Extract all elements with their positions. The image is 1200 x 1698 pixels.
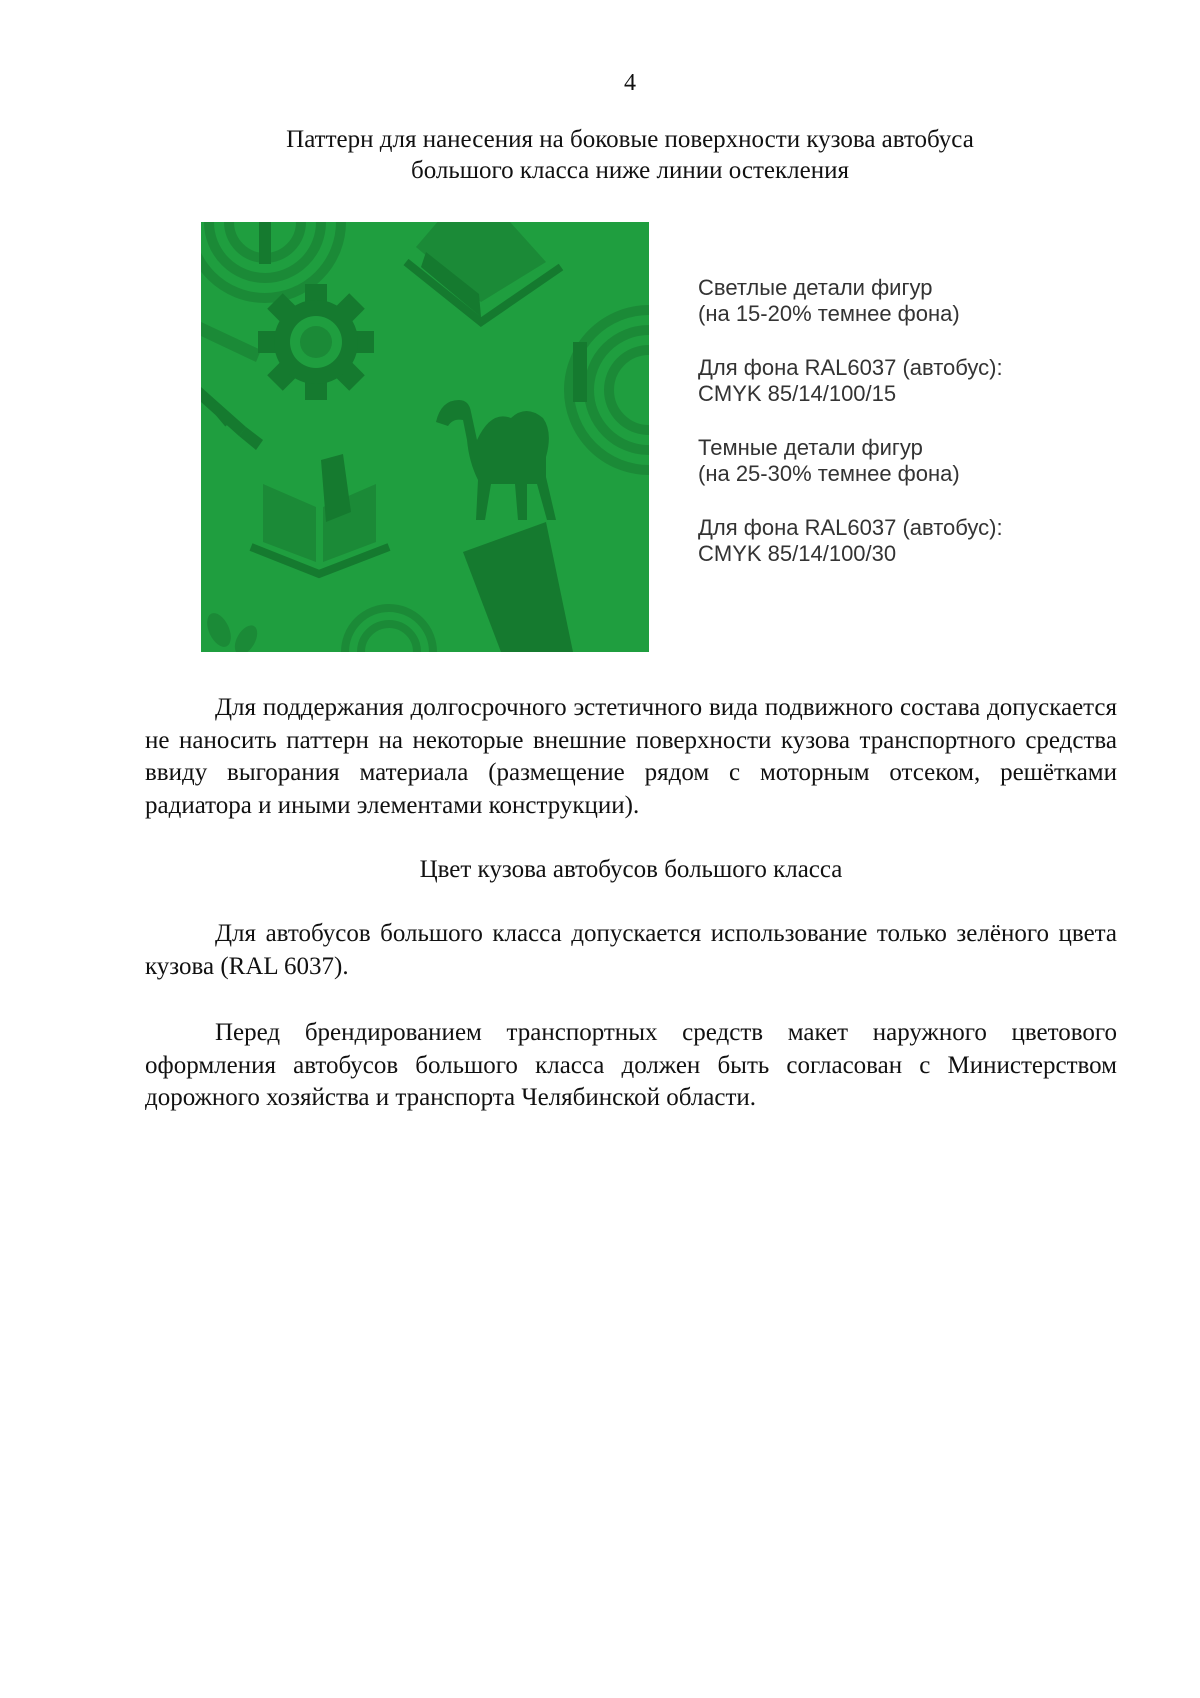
legend-light-details bbox=[698, 275, 1158, 327]
pattern-caption bbox=[200, 124, 1060, 186]
legend-dark-details bbox=[698, 435, 1158, 487]
page-number: 4 bbox=[624, 70, 636, 96]
arc-right-bar bbox=[573, 342, 587, 402]
color-legend bbox=[698, 275, 1158, 595]
bus-pattern-image bbox=[201, 222, 649, 652]
pattern-caption-line2: большого класса ниже линии остекления bbox=[411, 157, 849, 184]
legend-line: Светлые детали фигур bbox=[698, 275, 933, 300]
legend-line: (на 25-30% темнее фона) bbox=[698, 461, 960, 486]
pattern-caption-line1: Паттерн для нанесения на боковые поверхности кузова автобуса bbox=[286, 126, 974, 153]
arcs-center-bar bbox=[259, 222, 271, 264]
paragraph-approval: Перед брендированием транспортных средств макет наружного цветового оформления автобусов большого класса должен быть согласован с Министерством дорожного хозяйства и транспорта Челябинской области. bbox=[145, 1019, 1117, 1111]
legend-line: Для фона RAL6037 (автобус): bbox=[698, 355, 1003, 380]
legend-light-cmyk bbox=[698, 355, 1158, 407]
legend-line: Для фона RAL6037 (автобус): bbox=[698, 515, 1003, 540]
section-title-body-color: Цвет кузова автобусов большого класса bbox=[419, 856, 843, 883]
paragraph-body-color: Для автобусов большого класса допускается использование только зелёного цвета кузова (RAL 6037). bbox=[145, 920, 1117, 980]
legend-dark-cmyk bbox=[698, 515, 1158, 567]
legend-line: CMYK 85/14/100/15 bbox=[698, 381, 897, 406]
legend-line: (на 15-20% темнее фона) bbox=[698, 301, 960, 326]
pattern-graphic bbox=[201, 222, 649, 652]
legend-line: Темные детали фигур bbox=[698, 435, 923, 460]
gear-icon bbox=[258, 284, 374, 400]
legend-line: CMYK 85/14/100/30 bbox=[698, 541, 897, 566]
paragraph-pattern-exception: Для поддержания долгосрочного эстетичного вида подвижного состава допускается не наносить паттерн на некоторые внешние поверхности кузова транспортного средства ввиду выгорания материала (размещение рядом с моторным отсеком, решётками радиатора и иными элементами конструкции). bbox=[145, 694, 1117, 819]
